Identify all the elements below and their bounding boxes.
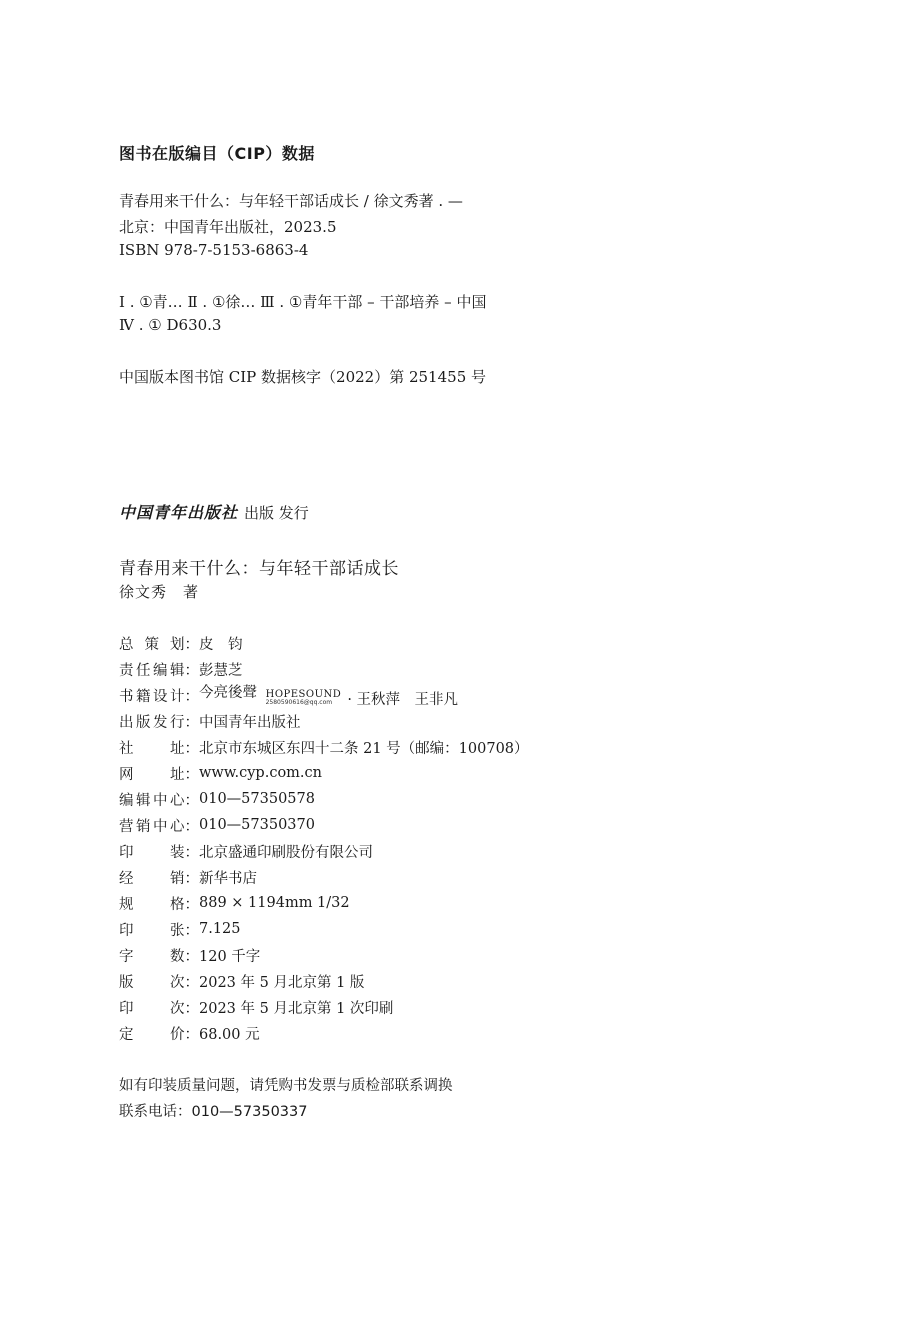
cip-isbn-line: ISBN 978-7-5153-6863-4 — [119, 241, 309, 259]
info-value: 2023 年 5 月北京第 1 版 — [199, 974, 365, 991]
quality-notice: 如有印装质量问题，请凭购书发票与质检部联系调换 — [119, 1078, 453, 1094]
info-value: 2023 年 5 月北京第 1 次印刷 — [199, 1000, 394, 1017]
info-row — [119, 734, 529, 760]
info-label: 版 次： — [119, 974, 199, 991]
publisher-logo: 中国青年出版社 — [119, 503, 239, 522]
info-value: 010—57350578 — [199, 791, 315, 807]
designer-names: · 王秋萍 王非凡 — [347, 691, 459, 708]
info-label: 规 格： — [119, 896, 199, 913]
info-row — [119, 760, 529, 786]
info-value: www.cyp.com.cn — [199, 765, 322, 781]
info-row — [119, 682, 529, 708]
info-value: 彭慧芝 — [199, 662, 243, 679]
info-value: 新华书店 — [199, 870, 257, 887]
book-author: 徐文秀 著 — [119, 583, 200, 601]
info-value: 中国青年出版社 — [199, 714, 301, 731]
designer-studio-mark — [266, 690, 342, 706]
info-row — [119, 708, 529, 734]
info-row — [119, 890, 529, 916]
info-value: 68.00 元 — [199, 1026, 260, 1043]
info-label: 印 次： — [119, 1000, 199, 1017]
cip-publisher-line: 北京：中国青年出版社，2023.5 — [119, 218, 337, 236]
info-value: 889 × 1194mm 1/32 — [199, 895, 350, 911]
info-row — [119, 838, 529, 864]
info-row — [119, 916, 529, 942]
info-value: 北京市东城区东四十二条 21 号（邮编：100708） — [199, 740, 529, 757]
info-label: 营 销 中 心： — [119, 818, 199, 835]
info-label: 印 装： — [119, 844, 199, 861]
info-row — [119, 812, 529, 838]
info-value: 7.125 — [199, 921, 241, 937]
cip-subject-line: Ⅰ . ①青… Ⅱ . ①徐… Ⅲ . ①青年干部 – 干部培养 – 中国 — [119, 293, 487, 311]
info-row — [119, 630, 529, 656]
hopesound-mark: HOPESOUND — [265, 689, 342, 701]
publisher-suffix: 出版 发行 — [244, 504, 309, 522]
info-value: 010—57350370 — [199, 817, 315, 833]
info-label: 定 价： — [119, 1026, 199, 1043]
info-value: 北京盛通印刷股份有限公司 — [199, 844, 373, 861]
info-row — [119, 994, 529, 1020]
info-label: 印 张： — [119, 922, 199, 939]
info-row — [119, 656, 529, 682]
publisher-line — [119, 500, 309, 523]
info-label: 书 籍 设 计： — [119, 688, 199, 705]
info-value: 120 千字 — [199, 948, 261, 965]
cip-record-number: 中国版本图书馆 CIP 数据核字（2022）第 251455 号 — [119, 368, 487, 386]
info-row — [119, 942, 529, 968]
info-label: 经 销： — [119, 870, 199, 887]
info-value — [199, 681, 458, 709]
cip-title-line: 青春用来干什么：与年轻干部话成长 / 徐文秀著 . — — [119, 192, 463, 210]
book-title: 青春用来干什么：与年轻干部话成长 — [119, 559, 399, 579]
info-label: 网 址： — [119, 766, 199, 783]
info-row — [119, 1020, 529, 1046]
info-row — [119, 786, 529, 812]
info-label: 出 版 发 行： — [119, 714, 199, 731]
info-label: 编 辑 中 心： — [119, 792, 199, 809]
info-label: 责 任 编 辑： — [119, 662, 199, 679]
publication-info-list — [119, 630, 529, 1046]
cip-classification-line: Ⅳ . ① D630.3 — [119, 316, 222, 334]
contact-phone: 联系电话：010—57350337 — [119, 1104, 308, 1120]
designer-studio: 今亮後聲 — [199, 685, 257, 702]
info-label: 总 策 划： — [119, 636, 199, 653]
info-label: 字 数： — [119, 948, 199, 965]
info-label: 社 址： — [119, 740, 199, 757]
info-value: 皮 钧 — [199, 636, 243, 653]
cip-heading: 图书在版编目（CIP）数据 — [119, 144, 315, 163]
info-row — [119, 864, 529, 890]
info-row — [119, 968, 529, 994]
hopesound-email: 2580590616@qq.com — [265, 699, 333, 707]
